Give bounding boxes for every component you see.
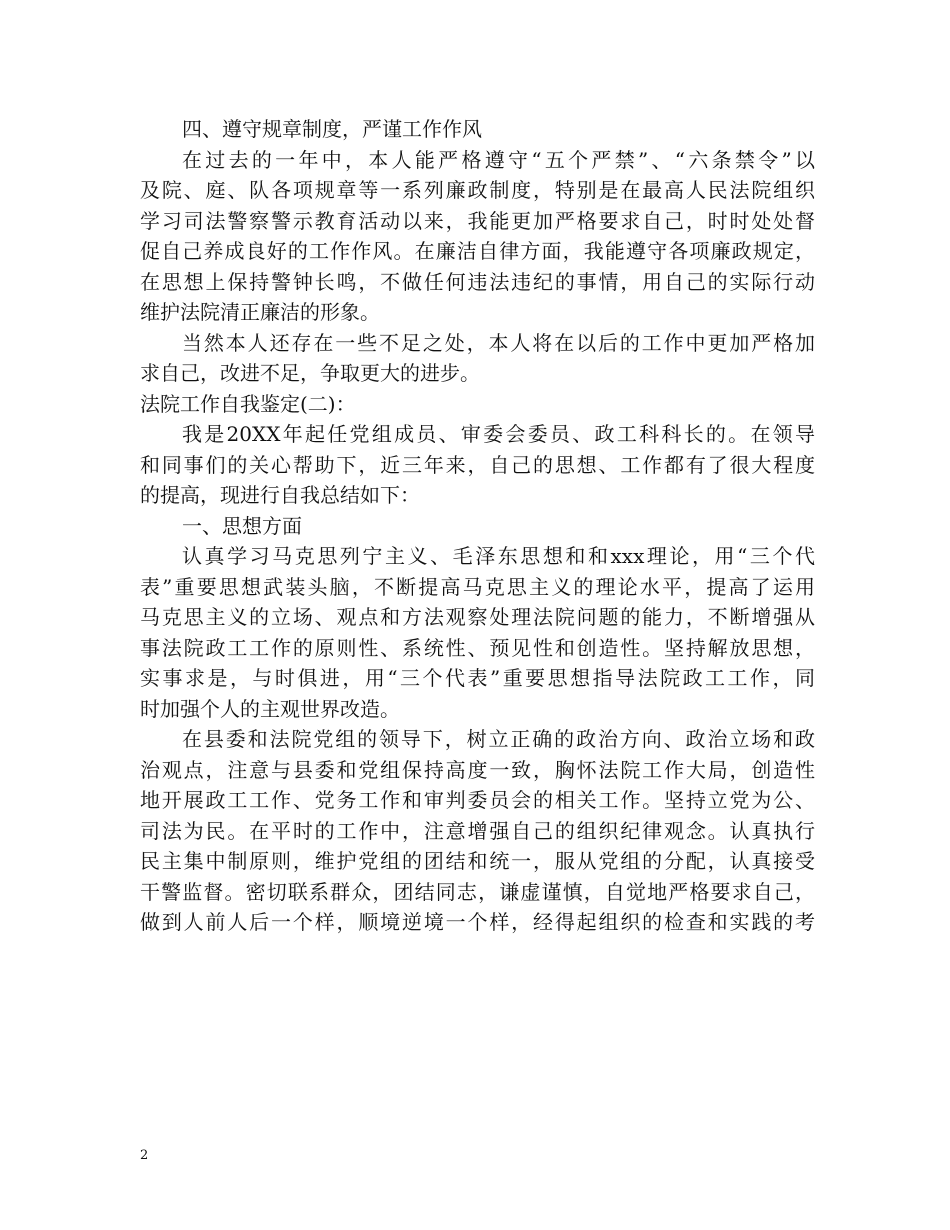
paragraph-line: 及院、庭、队各项规章等一系列廉政制度，特别是在最高人民法院组织 (140, 178, 815, 202)
paragraph-line: 当然本人还存在一些不足之处，本人将在以后的工作中更加严格加 (182, 330, 815, 355)
paragraph-line: 做到人前人后一个样，顺境逆境一个样，经得起组织的检查和实践的考 (140, 910, 815, 934)
paragraph-line: 治观点，注意与县委和党组保持高度一致，胸怀法院工作大局，创造性 (140, 757, 815, 782)
paragraph-line: 事法院政工工作的原则性、系统性、预见性和创造性。坚持解放思想， (140, 635, 815, 660)
paragraph-line: 民主集中制原则，维护党组的团结和统一，服从党组的分配，认真接受 (140, 849, 815, 873)
paragraph-line: 实事求是，与时俱进，用“三个代表”重要思想指导法院政工工作，同 (140, 666, 815, 690)
document-body (140, 114, 815, 938)
section-heading: 四、遵守规章制度，严谨工作作风 (182, 117, 482, 141)
paragraph-line: 促自己养成良好的工作作风。在廉洁自律方面，我能遵守各项廉政规定， (140, 239, 815, 263)
paragraph-line: 地开展政工工作、党务工作和审判委员会的相关工作。坚持立党为公、 (140, 788, 815, 812)
paragraph-line: 在思想上保持警钟长鸣，不做任何违法违纪的事情，用自己的实际行动 (140, 269, 815, 294)
paragraph-line: 的提高，现进行自我总结如下： (140, 483, 420, 507)
paragraph-line: 和同事们的关心帮助下，近三年来，自己的思想、工作都有了很大程度 (140, 452, 815, 477)
paragraph-line: 干警监督。密切联系群众，团结同志，谦虚谨慎，自觉地严格要求自己， (140, 879, 815, 904)
page-number: 2 (140, 1148, 149, 1163)
paragraph-line: 学习司法警察警示教育活动以来，我能更加严格要求自己，时时处处督 (140, 208, 815, 233)
paragraph-line: 马克思主义的立场、观点和方法观察处理法院问题的能力，不断增强从 (140, 605, 815, 629)
paragraph-line: 时加强个人的主观世界改造。 (140, 696, 400, 721)
paragraph-line: 在县委和法院党组的领导下，树立正确的政治方向、政治立场和政 (182, 727, 815, 751)
document-subtitle: 法院工作自我鉴定(二)： (140, 391, 356, 416)
paragraph-line: 认真学习马克思列宁主义、毛泽东思想和和xxx理论，用“三个代 (182, 544, 815, 568)
paragraph-line: 我是20XX年起任党组成员、审委会委员、政工科科长的。在领导 (182, 422, 815, 446)
paragraph-line: 表”重要思想武装头脑，不断提高马克思主义的理论水平，提高了运用 (140, 574, 815, 599)
section-heading: 一、思想方面 (182, 513, 302, 538)
paragraph-line: 司法为民。在平时的工作中，注意增强自己的组织纪律观念。认真执行 (140, 818, 815, 843)
paragraph-line: 在过去的一年中，本人能严格遵守“五个严禁”、“六条禁令”以 (182, 147, 815, 172)
paragraph-line: 求自己，改进不足，争取更大的进步。 (140, 361, 480, 385)
paragraph-line: 维护法院清正廉洁的形象。 (140, 300, 380, 324)
